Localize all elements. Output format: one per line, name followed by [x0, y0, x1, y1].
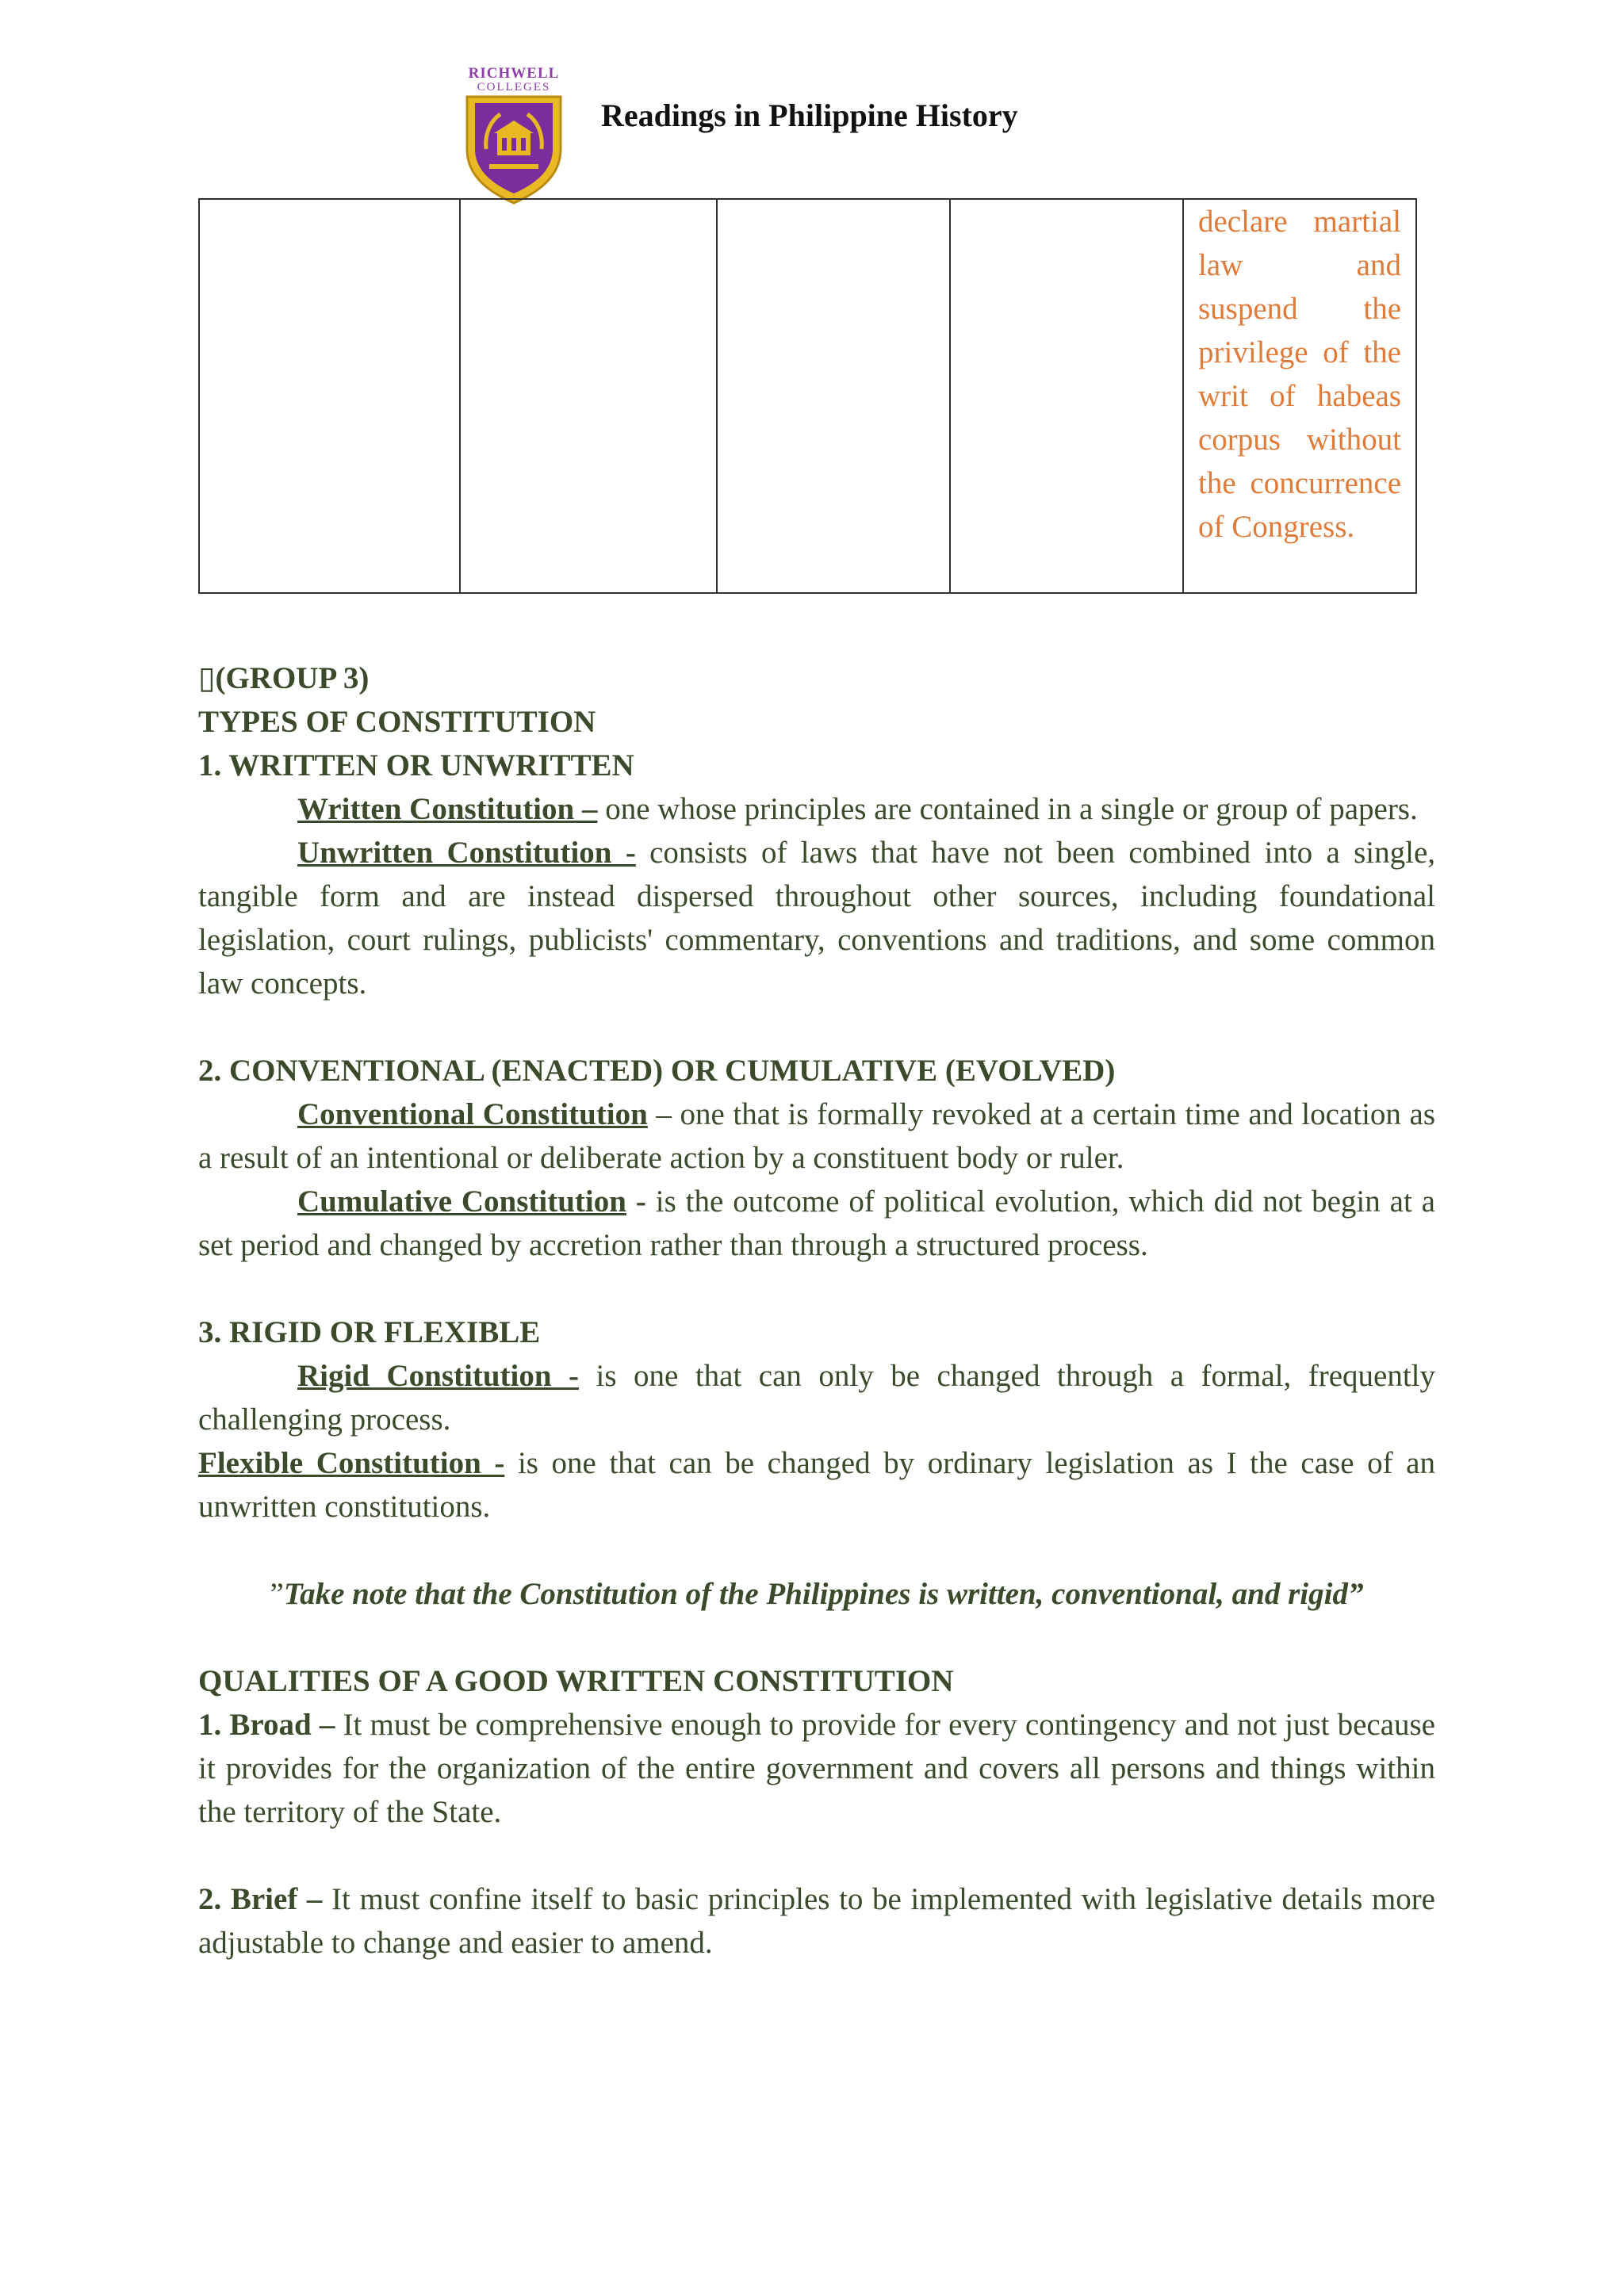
qualities-heading: QUALITIES OF A GOOD WRITTEN CONSTITUTION: [198, 1664, 954, 1698]
flexible-constitution-definition: [198, 1441, 1435, 1529]
table-cell: [950, 199, 1183, 593]
martial-law-text: declare martial law and suspend the privilege of the writ of habeas corpus without the concurrence of Congress.: [1198, 205, 1401, 544]
group-label: [198, 656, 1435, 700]
term: 2. Brief –: [198, 1882, 323, 1916]
definition: is one that can only be changed through a formal, frequently challenging process.: [198, 1359, 1435, 1437]
cumulative-constitution-definition: [198, 1180, 1435, 1267]
unwritten-constitution-definition: [198, 831, 1435, 1005]
table-cell: [1183, 199, 1416, 593]
term-dash: -: [626, 1184, 646, 1219]
term: Cumulative Constitution: [297, 1184, 626, 1219]
term: Unwritten Constitution -: [297, 836, 636, 870]
document-title: Readings in Philippine History: [601, 98, 1018, 133]
page-header: [0, 0, 1624, 198]
quality-broad: [198, 1703, 1435, 1834]
logo-name: RICHWELL: [468, 65, 560, 82]
table-row: [199, 199, 1416, 593]
rigid-constitution-definition: [198, 1354, 1435, 1441]
table-cell: [460, 199, 717, 593]
types-heading: TYPES OF CONSTITUTION: [198, 705, 596, 739]
missing-glyph-icon: ▯: [198, 661, 216, 695]
document-body: [198, 656, 1435, 1965]
definition: It must confine itself to basic principles to be implemented with legislative details more adjustable to change and easier to amend.: [198, 1882, 1435, 1960]
written-constitution-definition: [198, 787, 1435, 831]
richwell-colleges-logo: [462, 65, 565, 208]
conventional-constitution-definition: [198, 1093, 1435, 1180]
term: Rigid Constitution -: [297, 1359, 580, 1393]
quote-mark: ”: [270, 1577, 284, 1611]
section-1-heading: 1. WRITTEN OR UNWRITTEN: [198, 748, 634, 783]
logo-subname: COLLEGES: [477, 81, 551, 94]
definition: – one that is formally revoked at a certain time and location as a result of an intentional or deliberate action by a constituent body or ruler.: [198, 1097, 1435, 1175]
constitution-comparison-table: [198, 198, 1417, 594]
term: Written Constitution –: [297, 792, 598, 826]
term: Conventional Constitution: [297, 1097, 648, 1131]
definition: one whose principles are contained in a single or group of papers.: [597, 792, 1418, 826]
section-2-heading: 2. CONVENTIONAL (ENACTED) OR CUMULATIVE (EVOLVED): [198, 1054, 1116, 1088]
note-text: Take note that the Constitution of the Philippines is written, conventional, and rigid”: [283, 1577, 1364, 1611]
table-cell: [199, 199, 460, 593]
group-label-text: (GROUP 3): [215, 661, 370, 695]
definition: consists of laws that have not been combined into a single, tangible form and are instead dispersed throughout other sources, including foundational legislation, court rulings, publicists' commentary, conventions and traditions, and some common law concepts.: [198, 836, 1436, 1001]
section-3-heading: 3. RIGID OR FLEXIBLE: [198, 1315, 541, 1349]
shield-icon: [462, 94, 565, 205]
definition: It must be comprehensive enough to provide for every contingency and not just because it provides for the organization of the entire government and covers all persons and things within the territory of the State.: [198, 1708, 1435, 1829]
definition: is one that can be changed by ordinary legislation as I the case of an unwritten constitutions.: [198, 1446, 1435, 1524]
term: Flexible Constitution -: [198, 1446, 505, 1480]
term: 1. Broad –: [198, 1708, 335, 1742]
philippines-note: [198, 1572, 1435, 1616]
quality-brief: [198, 1877, 1435, 1965]
definition: is the outcome of political evolution, which did not begin at a set period and changed by accretion rather than through a structured process.: [198, 1184, 1435, 1262]
table-cell: [717, 199, 950, 593]
